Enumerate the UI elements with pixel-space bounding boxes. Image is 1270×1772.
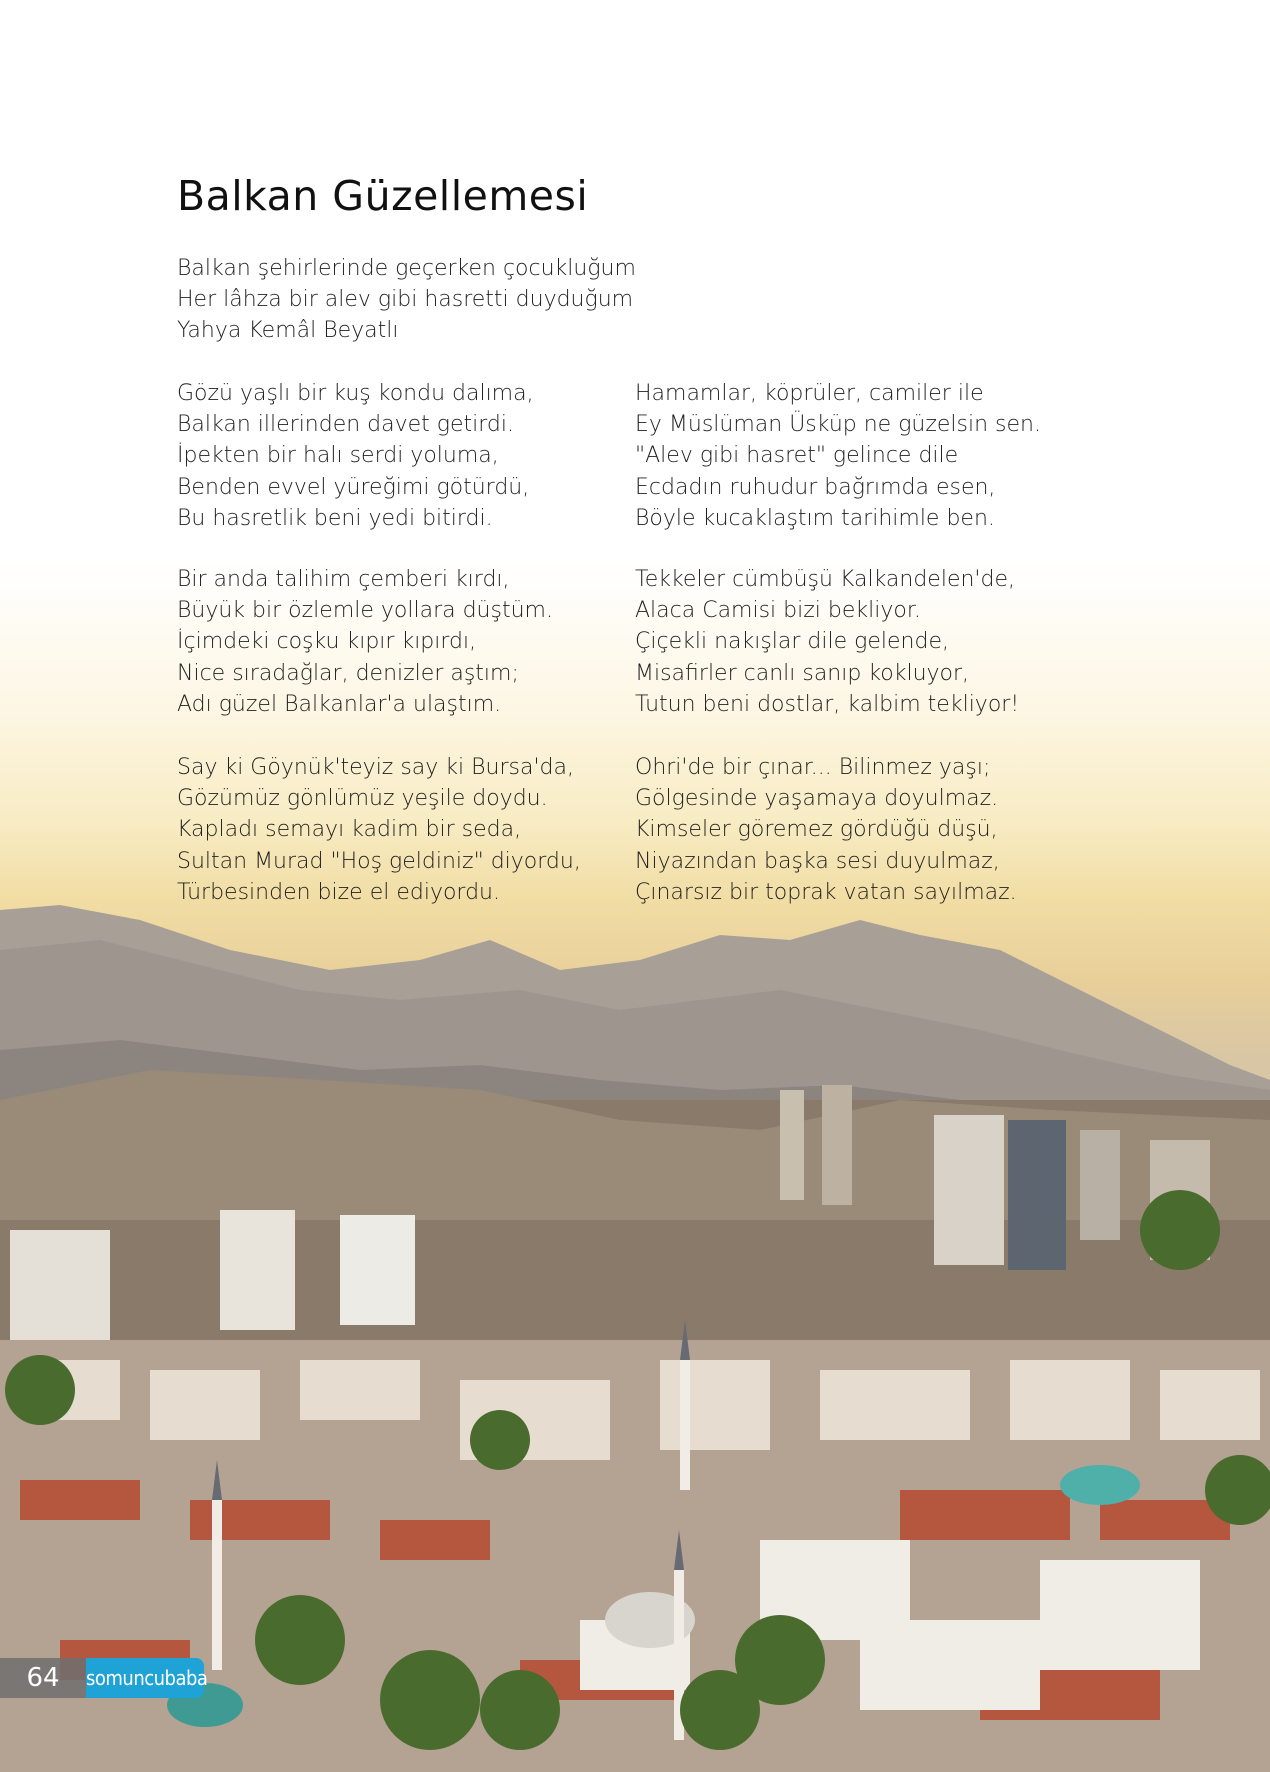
page-footer — [0, 1658, 208, 1698]
verse-line: Kapladı semayı kadim bir seda, — [177, 817, 522, 843]
stanza-left-2 — [177, 564, 553, 720]
poem-title: Balkan Güzellemesi — [177, 172, 589, 220]
verse-line: Böyle kucaklaştım tarihimle ben. — [635, 505, 995, 531]
verse-line: Adı güzel Balkanlar'a ulaştım. — [177, 691, 502, 717]
stanza-right-2 — [635, 564, 1019, 720]
verse-line: Türbesinden bize el ediyordu. — [177, 879, 500, 905]
verse-line: Alaca Camisi bizi bekliyor. — [635, 598, 921, 624]
verse-line: Çiçekli nakışlar dile gelende, — [635, 629, 949, 655]
epigraph-author: Yahya Kemâl Beyatlı — [177, 318, 399, 344]
verse-line: Balkan illerinden davet getirdi. — [177, 412, 515, 438]
epigraph-line: Balkan şehirlerinde geçerken çocukluğum — [177, 256, 636, 281]
verse-line: Ecdadın ruhudur bağrımda esen, — [635, 474, 996, 500]
verse-line: Kimseler göremez gördüğü düşü, — [635, 817, 998, 843]
verse-line: Say ki Göynük'teyiz say ki Bursa'da, — [177, 755, 574, 780]
verse-line: Çınarsız bir toprak vatan sayılmaz. — [635, 879, 1017, 905]
verse-line: Bir anda talihim çemberi kırdı, — [177, 567, 510, 592]
page-number: 64 — [0, 1658, 86, 1698]
verse-line: Büyük bir özlemle yollara düştüm. — [177, 598, 553, 624]
stanza-right-1 — [635, 378, 1041, 534]
verse-line: Bu hasretlik beni yedi bitirdi. — [177, 505, 493, 531]
verse-line: Ey Müslüman Üsküp ne güzelsin sen. — [635, 412, 1041, 438]
verse-line: İpekten bir halı serdi yoluma, — [177, 443, 499, 469]
verse-line: Tekkeler cümbüşü Kalkandelen'de, — [635, 567, 1015, 592]
stanza-right-3 — [635, 752, 1017, 908]
verse-line: Gözü yaşlı bir kuş kondu dalıma, — [177, 381, 534, 406]
verse-line: Tutun beni dostlar, kalbim tekliyor! — [635, 691, 1020, 717]
verse-line: Gözümüz gönlümüz yeşile doydu. — [177, 786, 548, 812]
verse-line: Nice sıradağlar, denizler aştım; — [177, 660, 519, 686]
verse-line: Gölgesinde yaşamaya doyulmaz. — [635, 786, 999, 812]
verse-line: "Alev gibi hasret" gelince dile — [635, 443, 959, 469]
magazine-brand-logo: somuncubaba — [86, 1658, 204, 1698]
verse-line: Hamamlar, köprüler, camiler ile — [635, 381, 984, 406]
verse-line: Niyazından başka sesi duyulmaz, — [635, 848, 1000, 874]
stanza-left-3 — [177, 752, 581, 908]
verse-line: Benden evvel yüreğimi götürdü, — [177, 474, 530, 500]
stanza-left-1 — [177, 378, 534, 534]
verse-line: Sultan Murad "Hoş geldiniz" diyordu, — [177, 848, 581, 874]
verse-line: Misafirler canlı sanıp kokluyor, — [635, 660, 970, 686]
epigraph — [177, 253, 636, 347]
verse-line: Ohri'de bir çınar... Bilinmez yaşı; — [635, 755, 991, 780]
verse-line: İçimdeki coşku kıpır kıpırdı, — [177, 629, 477, 655]
epigraph-line: Her lâhza bir alev gibi hasretti duyduğum — [177, 287, 634, 313]
